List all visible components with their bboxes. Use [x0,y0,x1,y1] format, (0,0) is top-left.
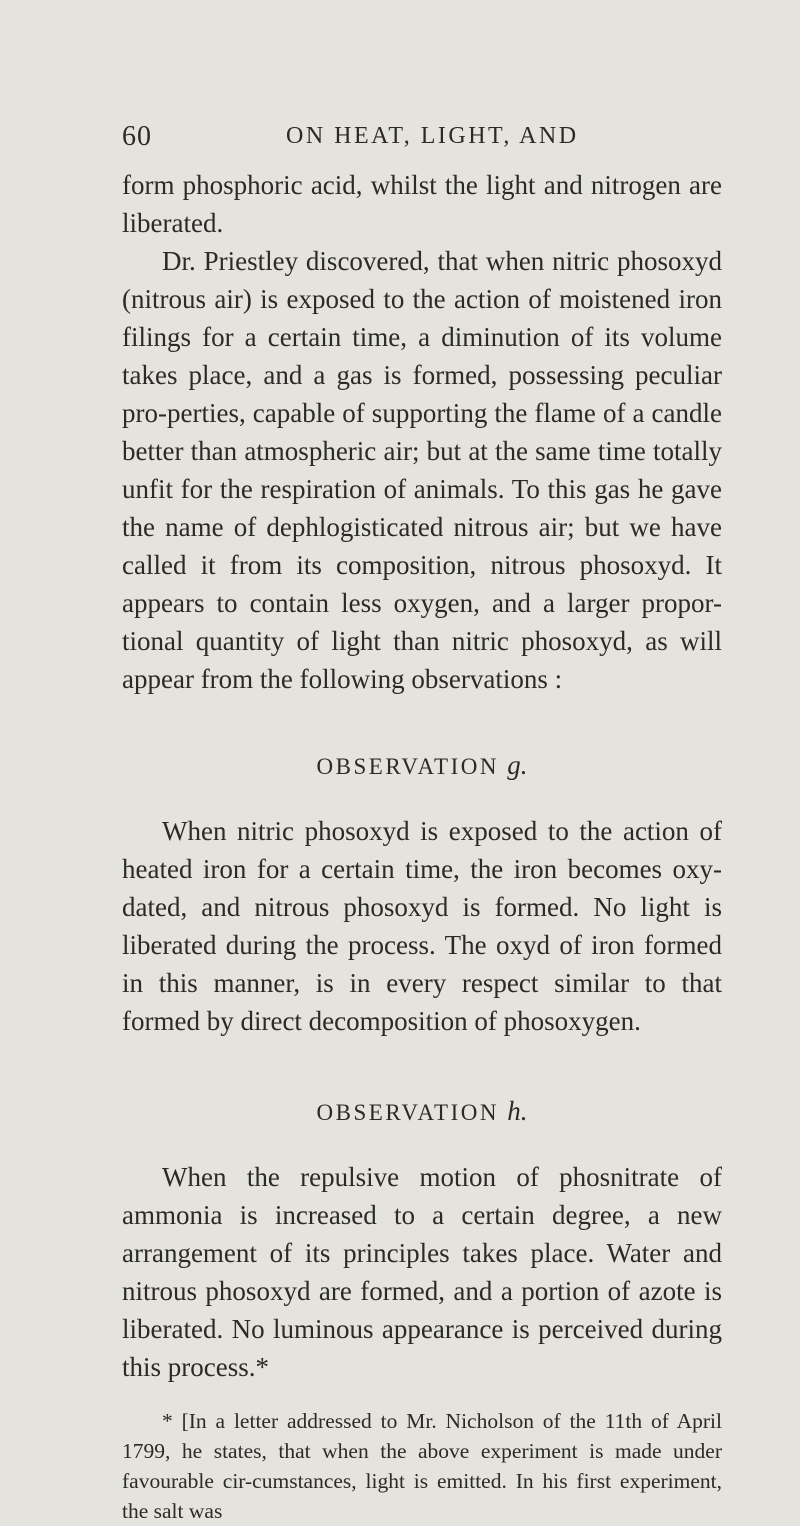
paragraph-priestley: Dr. Priestley discovered, that when nitric phosoxyd (nitrous air) is exposed to the action of moistened iron filings for a certain time, a diminution of its volume takes place, and a gas is formed, possessing peculiar pro-perties, capable of supporting the flame of a candle better than atmospheric air; but at the same time totally unfit for the respiration of animals. To this gas he gave the name of dephlogisticated nitrous air; but we have called it from its composition, nitrous phosoxyd. It appears to contain less oxygen, and a larger propor-tional quantity of light than nitric phosoxyd, as will appear from the following observations : [122,246,722,694]
observation-h-letter: h. [507,1096,528,1126]
running-title: ON HEAT, LIGHT, AND [286,123,579,149]
observation-g-text: When nitric phosoxyd is exposed to the action of heated iron for a certain time, the iron becomes oxy-dated, and nitrous phosoxyd is formed. No light is liberated during the process. The oxyd of iron formed in this manner, is in every respect similar to that formed by direct decomposition of phosoxygen. [122,816,722,1036]
body-text [122,166,722,1526]
running-head [122,121,720,155]
observation-h-heading [122,1096,722,1128]
observation-g-label: OBSERVATION [316,754,499,779]
observation-g-letter: g. [507,750,528,780]
observation-h-label: OBSERVATION [316,1100,499,1125]
observation-h-text: When the repulsive motion of phosnitrate of ammonia is increased to a certain degree, a new arrangement of its principles takes place. Water and nitrous phosoxyd are formed, and a portion of azote is liberated. No luminous appearance is perceived during this process.* [122,1162,722,1382]
paragraph-continued: form phosphoric acid, whilst the light and nitrogen are liberated. [122,170,722,238]
observation-g-heading [122,750,722,782]
footnote: * [In a letter addressed to Mr. Nicholson of the 11th of April 1799, he states, that when the above experiment is made under favourable cir-cumstances, light is emitted. In his first experiment, the salt was [122,1409,722,1523]
page-number: 60 [122,121,152,152]
